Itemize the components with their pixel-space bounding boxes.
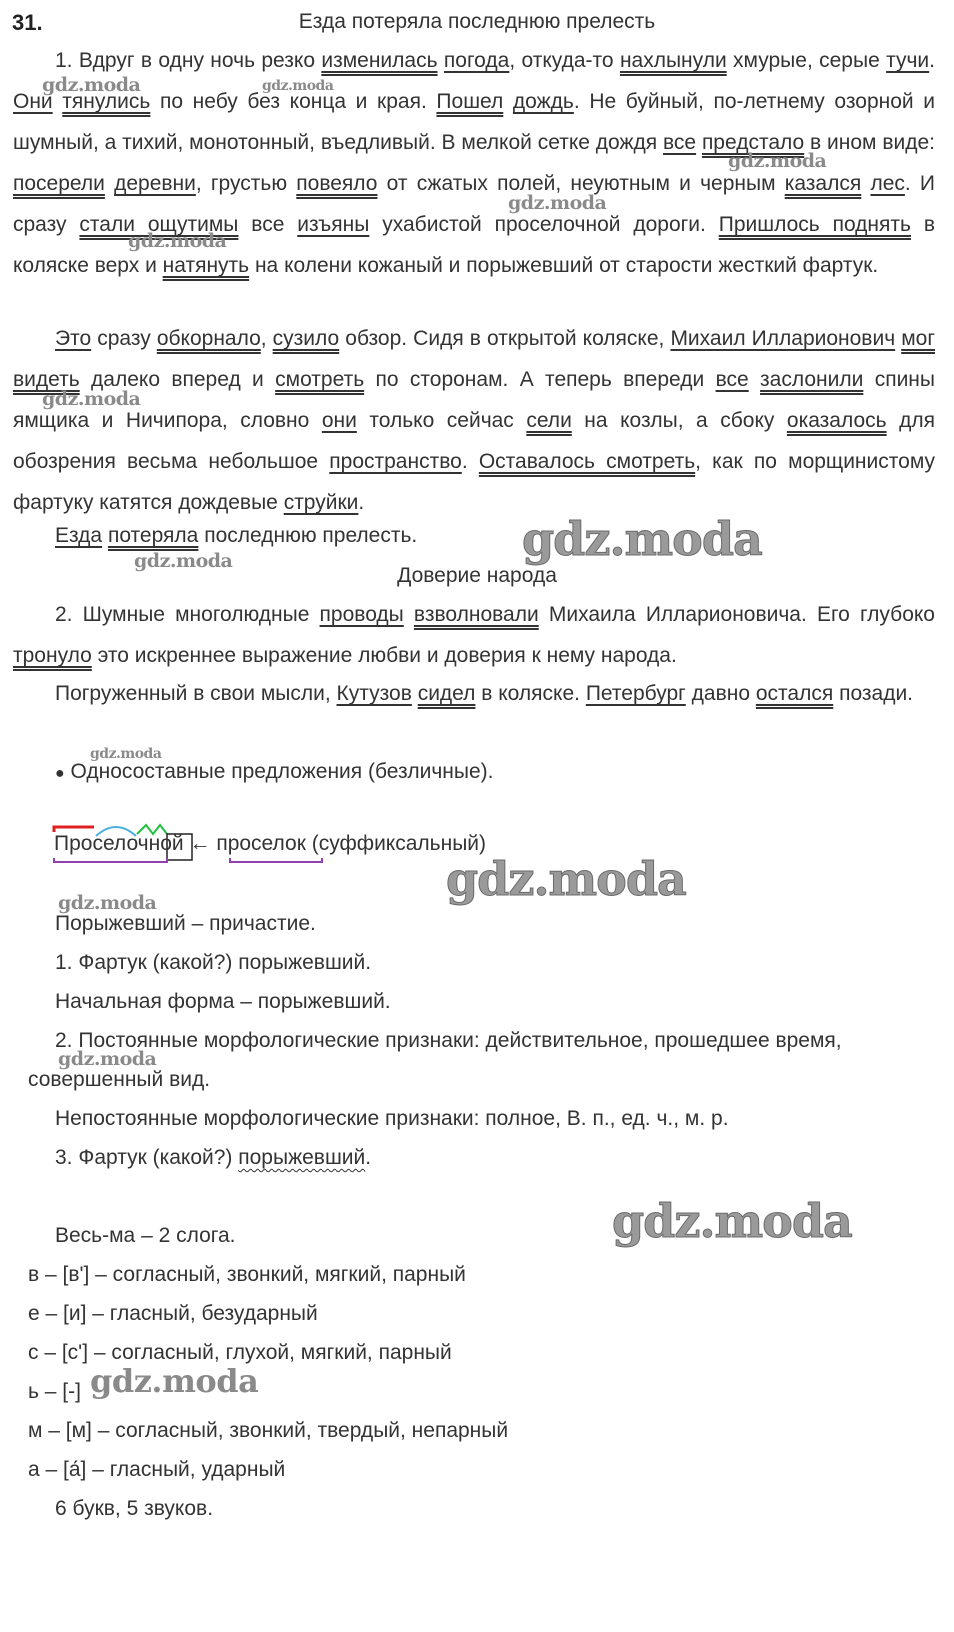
predicate-word: предстало — [701, 131, 805, 154]
watermark-large: gdz.moda — [446, 852, 686, 906]
formation-method: (суффиксальный) — [311, 832, 487, 855]
ending: ой — [160, 832, 184, 855]
predicate-word: смотреть — [275, 368, 365, 391]
paragraph-5 — [13, 673, 935, 714]
subject-word: пространство — [329, 450, 462, 473]
analysis-line: Порыжевший – причастие. — [55, 912, 316, 935]
bullet-line — [55, 760, 494, 784]
text-run: Погруженный в свои мысли, — [55, 682, 337, 705]
text-run — [105, 172, 114, 195]
predicate-word: изменилась — [321, 49, 438, 72]
phonetic-line: Весь-ма – 2 слога. — [55, 1224, 236, 1247]
prefix: Про — [54, 832, 93, 855]
subject-word: изъяны — [297, 213, 370, 236]
predicate-word: остался — [755, 682, 834, 705]
text-run: в ином виде: — [804, 131, 935, 154]
predicate-word: оказалось — [786, 409, 887, 432]
subject-word: Петербург — [585, 682, 686, 705]
bullet-text: Односоставные предложения (безличные). — [70, 760, 494, 783]
predicate-word: стали ощутимы — [79, 213, 239, 236]
text-run: на козлы, а сбоку — [571, 409, 787, 432]
predicate-word: взволновали — [413, 603, 539, 626]
text-run: хмурые, серые — [726, 49, 887, 72]
text-run: последнюю прелесть. — [198, 524, 418, 547]
text-run: в коляске. — [475, 682, 586, 705]
task-number: 31. — [12, 10, 43, 35]
phonetic-line: с – [с'] – согласный, глухой, мягкий, парный — [28, 1341, 452, 1364]
text-run — [404, 603, 414, 626]
text-run: . — [358, 491, 365, 514]
text-run: спины ямщика и Ничипора, словно — [13, 368, 935, 432]
watermark-large: gdz.moda — [612, 1194, 852, 1248]
morpheme-word-line — [54, 832, 486, 856]
watermark: gdz.moda — [728, 150, 827, 172]
base-mark-1 — [54, 858, 167, 862]
text-run: давно — [685, 682, 756, 705]
text-run: сразу — [91, 327, 157, 350]
predicate-word: заслонили — [760, 368, 864, 391]
subject-word: Они — [13, 90, 53, 113]
analysis-line: Начальная форма – порыжевший. — [55, 990, 391, 1013]
text-run: только сейчас — [356, 409, 527, 432]
predicate-word: тянулись — [62, 90, 151, 113]
text-run: по сторонам. А теперь впереди — [364, 368, 716, 391]
text-run: Михаила Илларионовича. Его глубоко — [538, 603, 935, 626]
analysis-last-suffix: . — [365, 1146, 372, 1169]
subject-word: струйки — [283, 491, 359, 514]
base-word: проселок — [216, 832, 306, 855]
text-run: в коляске верх и — [13, 213, 936, 277]
text-run: , — [260, 327, 273, 350]
watermark: gdz.moda — [58, 1048, 157, 1070]
predicate-word: обкорнало — [156, 327, 261, 350]
text-run: для обозрения весьма небольшое — [13, 409, 935, 473]
root: сел — [92, 832, 127, 855]
text-run: , как по морщинистому фартуку катятся дождевые — [13, 450, 935, 514]
suffix: оч — [126, 832, 149, 855]
text-run — [503, 90, 513, 113]
predicate-word: потеряла — [107, 524, 199, 547]
subject-word: дождь — [512, 90, 574, 113]
text-run: от сжатых полей, неуютным и черным — [377, 172, 785, 195]
subject-word: Езда — [55, 524, 103, 547]
subject-word: все — [662, 131, 697, 154]
text-run: . — [929, 49, 935, 72]
predicate-word: повеяло — [296, 172, 378, 195]
phonetic-line: ь – [-] — [28, 1380, 81, 1403]
predicate-word: посерели — [13, 172, 105, 195]
phonetic-line: 6 букв, 5 звуков. — [55, 1497, 214, 1520]
text-run: по небу без конца и края. — [150, 90, 437, 113]
predicate-word: казался — [784, 172, 862, 195]
watermark: gdz.moda — [134, 550, 233, 572]
subject-word: тучи — [886, 49, 930, 72]
predicate-word: натянуть — [162, 254, 250, 277]
arrow-icon: ← — [189, 832, 211, 855]
subject-word: все — [715, 368, 749, 391]
text-run: позади. — [833, 682, 914, 705]
predicate-word: тронуло — [13, 644, 92, 667]
subject-word: проводы — [319, 603, 404, 626]
watermark: gdz.moda — [90, 1362, 259, 1400]
subheading: Доверие народа — [397, 564, 557, 587]
phonetic-line: а – [а́] – гласный, ударный — [28, 1458, 286, 1481]
text-run: далеко вперед и — [79, 368, 276, 391]
subject-word: они — [321, 409, 357, 432]
watermark: gdz.moda — [42, 74, 141, 96]
text-run: это искреннее выражение любви и доверия к нему народа. — [91, 644, 677, 667]
phonetic-line: м – [м] – согласный, звонкий, твердый, непарный — [28, 1419, 509, 1442]
predicate-word: сидел — [417, 682, 476, 705]
phonetic-line: е – [и] – гласный, безударный — [28, 1302, 318, 1325]
phonetic-line: в – [в'] – согласный, звонкий, мягкий, парный — [28, 1263, 466, 1286]
watermark: gdz.moda — [128, 230, 227, 252]
paragraph-2 — [13, 318, 935, 523]
text-run: обзор. Сидя в открытой коляске, — [339, 327, 671, 350]
text-run: . — [461, 450, 479, 473]
base-mark-2 — [230, 858, 322, 862]
analysis-line: Непостоянные морфологические признаки: полное, В. п., ед. ч., м. р. — [55, 1107, 729, 1130]
subject-word: Михаил Илларионович — [670, 327, 896, 350]
analysis-line: совершенный вид. — [28, 1068, 211, 1091]
predicate-word: Оставалось смотреть — [478, 450, 696, 473]
analysis-line: 1. Фартук (какой?) порыжевший. — [55, 951, 372, 974]
predicate-word: сели — [526, 409, 572, 432]
subject-word: лес — [870, 172, 905, 195]
text-run: 2. Шумные многолюдные — [55, 603, 320, 626]
text-run: все — [238, 213, 298, 236]
text-run: , грустью — [195, 172, 297, 195]
predicate-word: мог видеть — [13, 327, 935, 391]
predicate-word: Пришлось поднять — [718, 213, 911, 236]
watermark: gdz.moda — [58, 892, 157, 914]
watermark: gdz.moda — [90, 746, 162, 762]
subject-word: деревни — [114, 172, 196, 195]
paragraph-4 — [13, 594, 935, 676]
predicate-word: нахлынули — [619, 49, 727, 72]
subject-word: погода — [443, 49, 510, 72]
analysis-line-last — [55, 1146, 371, 1170]
subject-word: Это — [55, 327, 92, 350]
predicate-word: Пошел — [436, 90, 504, 113]
analysis-last-prefix: 3. Фартук (какой?) — [55, 1146, 239, 1169]
text-run: на колени кожаный и порыжевший от старости жесткий фартук. — [249, 254, 879, 277]
subject-word: Кутузов — [336, 682, 412, 705]
watermark: gdz.moda — [42, 388, 141, 410]
ending-rest: н — [148, 832, 161, 855]
watermark: gdz.moda — [508, 192, 607, 214]
text-run: , откуда-то — [509, 49, 620, 72]
text-heading: Езда потеряла последнюю прелесть — [298, 10, 656, 33]
bullet-dot: ● — [55, 765, 65, 782]
predicate-word: сузило — [272, 327, 340, 350]
watermark: gdz.moda — [262, 78, 334, 94]
text-run: . И сразу — [13, 172, 935, 236]
text-run: ухабистой проселочной дороги. — [369, 213, 719, 236]
text-run — [749, 368, 760, 391]
text-run: 1. Вдруг в одну ночь резко — [55, 49, 322, 72]
text-run: . Не буйный, по-летнему озорной и шумный, а тихий, монотонный, въедливый. В мелкой сетке дождя — [13, 90, 935, 154]
analysis-line: 2. Постоянные морфологические признаки: действительное, прошедшее время, — [55, 1029, 842, 1052]
analysis-last-word: порыжевший — [238, 1146, 366, 1169]
watermark-large: gdz.moda — [522, 512, 762, 566]
